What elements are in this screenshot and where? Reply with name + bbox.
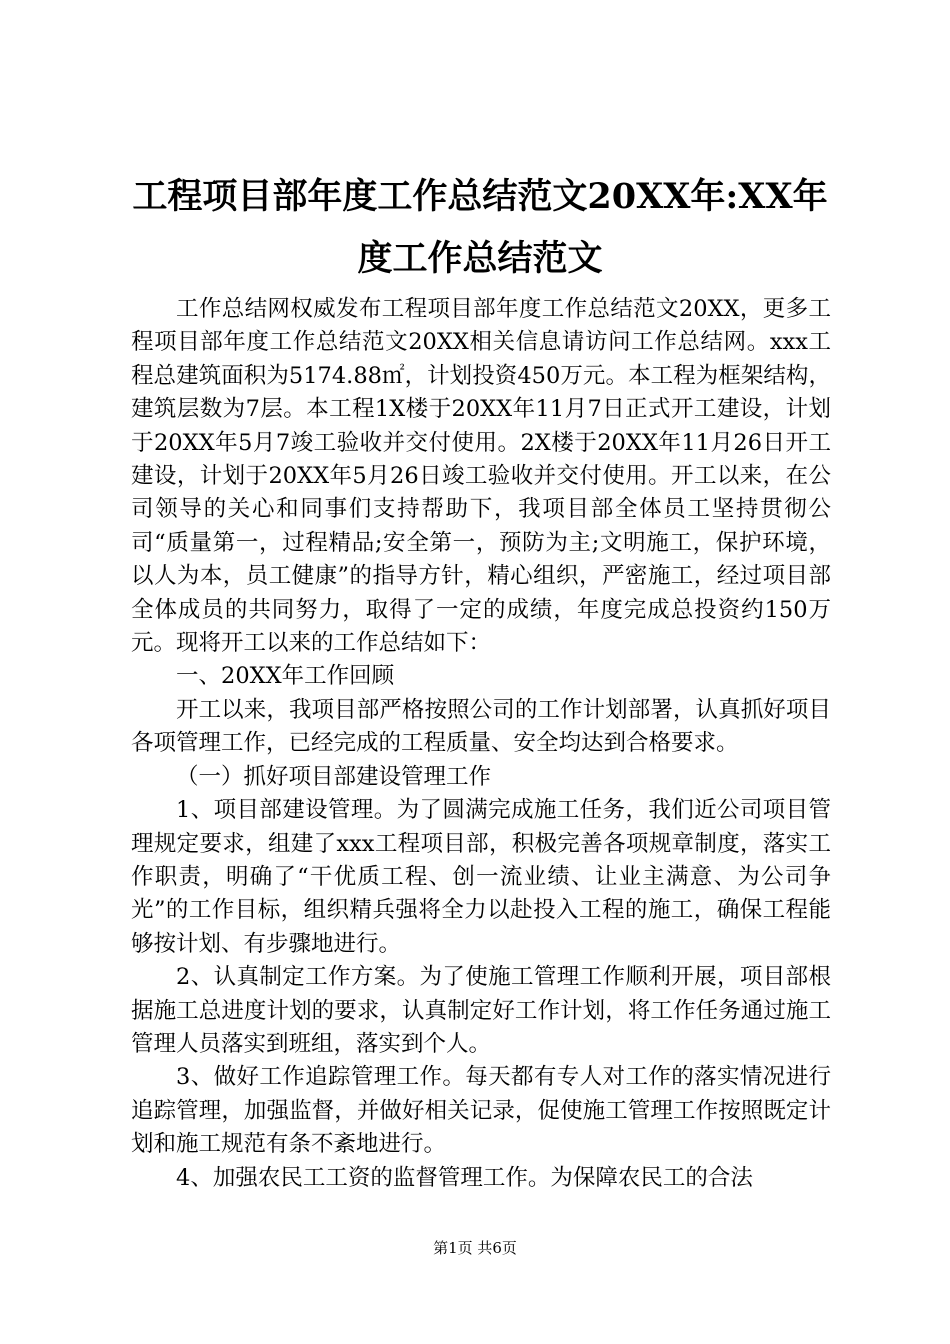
- subsection-heading-management: （一）抓好项目部建设管理工作: [176, 763, 492, 790]
- paragraph-intro: 工作总结网权威发布工程项目部年度工作总结范文20XX，更多工程项目部年度工作总结范文20XX相关信息请访问工作总结网。xxx工程总建筑面积为5174.88㎡，计划投资450万元。本工程为框架结构，建筑层数为7层。本工程1X楼于20XX年11月7日正式开工建设，计划于20XX年5月7竣工验收并交付使用。2X楼于20XX年11月26日开工建设，计划于20XX年5月26日竣工验收并交付使用。开工以来，在公司领导的关心和同事们支持帮助下，我项目部全体员工坚持贯彻公司“质量第一，过程精品;安全第一，预防为主;文明施工，保护环境，以人为本，员工健康”的指导方针，精心组织，严密施工，经过项目部全体成员的共同努力，取得了一定的成绩，年度完成总投资约150万元。现将开工以来的工作总结如下：: [131, 296, 831, 657]
- paragraph-item-2: 2、认真制定工作方案。为了使施工管理工作顺利开展，项目部根据施工总进度计划的要求，认真制定好工作计划，将工作任务通过施工管理人员落实到班组，落实到个人。: [131, 964, 831, 1057]
- paragraph-item-4: 4、加强农民工工资的监督管理工作。为保障农民工的合法: [176, 1164, 753, 1191]
- paragraph-item-3: 3、做好工作追踪管理工作。每天都有专人对工作的落实情况进行追踪管理，加强监督，并做好相关记录，促使施工管理工作按照既定计划和施工规范有条不紊地进行。: [131, 1064, 831, 1158]
- document-title: 工程项目部年度工作总结范文20XX年:XX年度工作总结范文: [132, 176, 828, 279]
- page-indicator: 第1页 共6页: [433, 1239, 517, 1257]
- section-heading-review: 一、20XX年工作回顾: [176, 663, 395, 690]
- document-body: [131, 293, 831, 1195]
- paragraph-item-1: 1、项目部建设管理。为了圆满完成施工任务，我们近公司项目管理规定要求，组建了xxx工程项目部，积极完善各项规章制度，落实工作职责，明确了“干优质工程、创一流业绩、让业主满意、为公司争光”的工作目标，组织精兵强将全力以赴投入工程的施工，确保工程能够按计划、有步骤地进行。: [131, 797, 831, 957]
- paragraph-review: 开工以来，我项目部严格按照公司的工作计划部署，认真抓好项目各项管理工作，已经完成的工程质量、安全均达到合格要求。: [131, 696, 831, 757]
